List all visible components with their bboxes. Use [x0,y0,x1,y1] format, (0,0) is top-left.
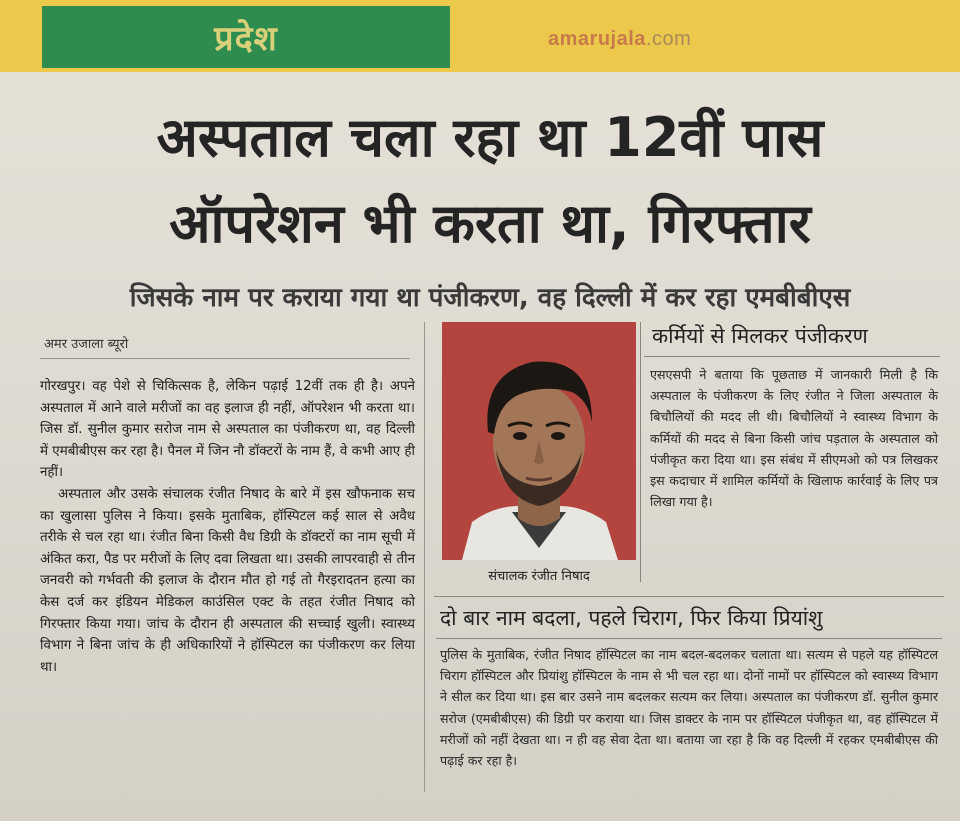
byline-divider [40,358,410,359]
column-divider [424,322,425,792]
article-paragraph-2: अस्पताल और उसके संचालक रंजीत निषाद के बारे में इस खौफनाक सच का खुलासा पुलिस ने किया। इसके मुताबिक, हॉस्पिटल कई साल से अवैध तरीके से चल रहा था। रंजीत बिना किसी वैध डिग्री के डॉक्टरों का नाम सूची में अंकित करा, पैड पर मरीजों के लिए दवा लिखता था। उसकी लापरवाही से तीन जनवरी को गर्भवती की इलाज के दौरान मौत हो गई तो गैरइरादतन हत्या का केस दर्ज कर इंडियन मेडिकल काउंसिल एक्ट के तहत रंजीत निषाद को गिरफ्तार किया गया। जांच के दौरान ही अस्पताल की सच्चाई खुली। स्वास्थ्य विभाग ने बिना जांच के ही अधिकारियों ने हॉस्पिटल का पंजीकरण कर लिया था। [40,486,416,675]
section-label: प्रदेश [214,19,278,59]
byline: अमर उजाला ब्यूरो [44,337,129,352]
box2-body: पुलिस के मुताबिक, रंजीत निषाद हॉस्पिटल का नाम बदल-बदलकर चलाता था। सत्यम से पहले यह हॉस्पिटल चिराग हॉस्पिटल और प्रियांशु हॉस्पिटल के नाम से भी चल रहा था। दोनों नामों पर हॉस्पिटल को स्वास्थ्य विभाग ने सील कर दिया था। इस बार उसने नाम बदलकर सत्यम कर लिया। अस्पताल का पंजीकरण डॉ. सुनील कुमार सरोज (एमबीबीएस) की डिग्री पर कराया था। जिस डाक्टर के नाम पर हॉस्पिटल पंजीकृत था, वह हॉस्पिटल में मरीजों को नहीं देखता था। न ही वह सेवा देता था। बताया जा रहा है कि वह दिल्ली में रहकर एमबीबीएस की पढ़ाई कर रहा है। [440,647,938,769]
section-header-bar [0,0,960,72]
photo-caption: संचालक रंजीत निषाद [488,569,590,584]
box2-top-rule [434,596,944,597]
sidebar-divider [640,322,641,582]
box2-title: दो बार नाम बदला, पहले चिराग, फिर किया प्रियांशु [440,606,823,630]
sidebar-title: कर्मियों से मिलकर पंजीकरण [652,324,868,348]
site-name: amarujala [548,28,646,50]
site-tld: .com [645,28,692,50]
portrait-illustration [442,322,636,560]
box2-title-rule [436,638,942,639]
site-logo [548,28,691,51]
article-paragraph-1: गोरखपुर। वह पेशे से चिकित्सक है, लेकिन पढ़ाई 12वीं तक ही है। अपने अस्पताल में आने वाले मरीजों का वह इलाज ही नहीं, ऑपरेशन भी करता था। जिस डॉ. सुनील कुमार सरोज नाम से अस्पताल का पंजीकरण था, वह दिल्ली में एमबीबीएस कर रहा है। पैनल में जिन नौ डॉक्टरों के नाम हैं, वे कभी आए ही नहीं। [40,379,415,481]
subheadline: जिसके नाम पर कराया गया था पंजीकरण, वह दिल्ली में कर रहा एमबीबीएस [129,283,851,313]
section-tab [42,6,450,68]
portrait-photo [442,322,636,560]
headline-line-2: ऑपरेशन भी करता था, गिरफ्तार [169,192,811,255]
sidebar-body: एसएसपी ने बताया कि पूछताछ में जानकारी मिली है कि अस्पताल के पंजीकरण के लिए रंजीत ने जिला अस्पताल के बिचौलियों की मदद ली थी। बिचौलियों ने स्वास्थ्य विभाग के कर्मियों की मदद से बिना किसी जांच पड़ताल के अस्पताल को पंजीकृत करा दिया था। इस संबंध में सीएमओ को पत्र लिखकर इस कदाचार में शामिल कर्मियों के खिलाफ कार्रवाई के लिए पत्र लिखा गया है। [650,367,938,510]
headline-line-1: अस्पताल चला रहा था 12वीं पास [156,106,824,169]
sidebar-title-rule [644,356,940,357]
article-body [40,376,415,678]
